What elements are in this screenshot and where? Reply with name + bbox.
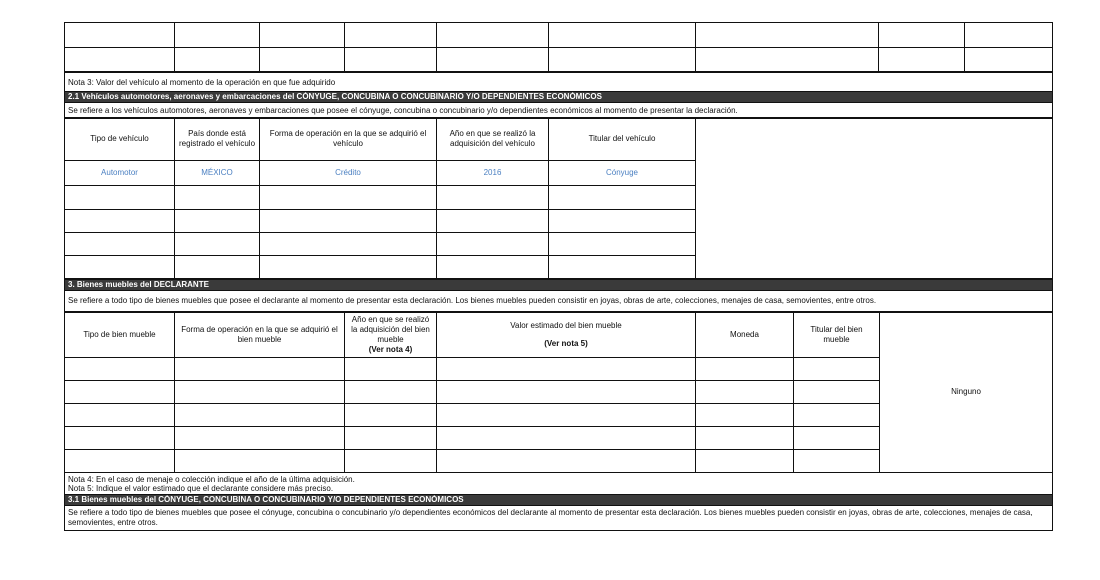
cell-pais: MÉXICO [175, 160, 260, 185]
empty-side-panel [696, 118, 1053, 278]
cell-forma: Crédito [260, 160, 437, 185]
col-titular: Titular del vehículo [549, 118, 696, 160]
notes-4-5 [65, 473, 1053, 495]
section-3-title: 3. Bienes muebles del DECLARANTE [65, 279, 1053, 290]
ninguno-cell: Ninguno [880, 312, 1053, 473]
section-3-description: Se refiere a todo tipo de bienes muebles que posee el declarante al momento de presentar esta declaración. Los bienes muebles pueden consistir en joyas, obras de arte, colecciones, menajes de casa, semovientes, entre otros. [65, 290, 1053, 312]
table-row [65, 48, 1053, 72]
anio-note-ref: (Ver nota 4) [368, 344, 413, 354]
col-valor-bien [437, 312, 696, 358]
col-moneda: Moneda [696, 312, 794, 358]
section-2-1-description: Se refiere a los vehículos automotores, aeronaves y embarcaciones que posee el cónyuge, concubina o concubinario y/o dependientes económicos al momento de presentar la declaración. [65, 103, 1053, 119]
section-2-1-table [64, 72, 1053, 279]
col-anio-bien [345, 312, 437, 358]
note-4: Nota 4: En el caso de menaje o colección indique el año de la última adquisición. [68, 474, 355, 484]
section-2-1-title: 2.1 Vehículos automotores, aeronaves y embarcaciones del CÓNYUGE, CONCUBINA O CONCUBINARIO Y/O DEPENDIENTES ECONÓMICOS [65, 92, 1053, 103]
section-3-table [64, 279, 1053, 532]
anio-label: Año en que se realizó la adquisición del bien mueble [351, 314, 430, 344]
col-anio: Año en que se realizó la adquisición del vehículo [437, 118, 549, 160]
note-5: Nota 5: Indique el valor estimado que el declarante considere más preciso. [68, 483, 334, 493]
declaration-page [64, 22, 1052, 531]
valor-note-ref: (Ver nota 5) [544, 338, 588, 348]
prev-vehicle-table [64, 22, 1053, 72]
cell-anio: 2016 [437, 160, 549, 185]
col-tipo-vehiculo: Tipo de vehículo [65, 118, 175, 160]
col-pais: País donde está registrado el vehículo [175, 118, 260, 160]
cell-titular: Cónyuge [549, 160, 696, 185]
note-3: Nota 3: Valor del vehículo al momento de la operación en que fue adquirido [65, 73, 1053, 92]
valor-label: Valor estimado del bien mueble [510, 320, 622, 330]
col-forma-bien: Forma de operación en la que se adquirió el bien mueble [175, 312, 345, 358]
section-3-1-description: Se refiere a todo tipo de bienes muebles que posee el cónyuge, concubina o concubinario y/o dependientes económicos del declarante al momento de presentar esta declaración. Los bienes muebles pueden consistir en joyas, obras de arte, colecciones, menajes de casa, semovientes, entre otros. [65, 506, 1053, 531]
col-tipo-bien: Tipo de bien mueble [65, 312, 175, 358]
col-titular-bien: Titular del bien mueble [794, 312, 880, 358]
section-3-1-title: 3.1 Bienes muebles del CÓNYUGE, CONCUBINA O CONCUBINARIO Y/O DEPENDIENTES ECONÓMICOS [65, 495, 1053, 506]
col-forma-operacion: Forma de operación en la que se adquirió el vehículo [260, 118, 437, 160]
cell-tipo: Automotor [65, 160, 175, 185]
table-row [65, 23, 1053, 48]
